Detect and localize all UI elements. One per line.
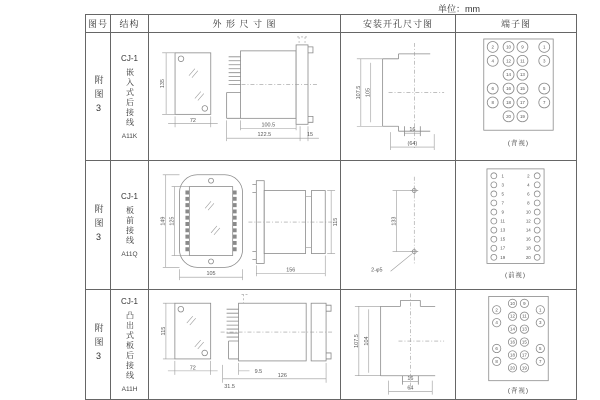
svg-text:8: 8 (494, 358, 498, 364)
svg-text:15: 15 (306, 132, 314, 139)
svg-text:11: 11 (521, 313, 527, 319)
svg-text:13: 13 (521, 326, 527, 332)
svg-text:8: 8 (526, 200, 530, 206)
svg-text:14: 14 (509, 326, 515, 332)
svg-text:11: 11 (499, 218, 505, 224)
row3-structure (111, 290, 149, 399)
row2-install-drawing (341, 161, 456, 290)
svg-text:7: 7 (538, 358, 542, 364)
header-terminal-diagram: 端子图 (456, 15, 576, 33)
svg-text:16: 16 (407, 375, 414, 382)
header-install-holes: 安装开孔尺寸图 (341, 15, 456, 33)
row3-outline-drawing (149, 290, 341, 399)
row3-outline-svg (149, 291, 340, 399)
svg-text:5: 5 (500, 191, 504, 197)
row3-terminal-svg (457, 291, 576, 399)
row1-terminal-grid (487, 41, 549, 121)
svg-text:1: 1 (500, 173, 504, 179)
svg-text:11: 11 (519, 58, 525, 64)
row3-terminal-grid (492, 299, 544, 372)
row2-code: A11Q (121, 251, 138, 258)
svg-text:5: 5 (542, 86, 546, 92)
row1-outline-svg (149, 33, 340, 160)
row2-model: CJ-1 (121, 192, 138, 201)
row1-outline-drawing (149, 33, 341, 161)
svg-text:9: 9 (522, 300, 526, 306)
svg-text:20: 20 (509, 364, 515, 370)
svg-text:16: 16 (505, 86, 511, 92)
row1-structure (111, 33, 149, 161)
svg-text:8: 8 (490, 99, 494, 105)
svg-text:7: 7 (500, 200, 504, 206)
row1-terminal-diagram (456, 33, 576, 161)
row2-structure-desc: 板前接线 (125, 206, 135, 246)
svg-text:72: 72 (189, 364, 196, 371)
svg-text:18: 18 (525, 245, 531, 251)
row2-terminal-diagram (456, 161, 576, 290)
row3-structure-desc: 凸出式板后接线 (125, 310, 135, 381)
svg-text:15: 15 (521, 339, 527, 345)
svg-text:72: 72 (189, 117, 196, 124)
svg-text:18: 18 (509, 351, 515, 357)
svg-text:15: 15 (499, 236, 505, 242)
row2-outline-svg (149, 161, 340, 289)
row2-terminal-svg (457, 161, 576, 289)
svg-text:2-φ5: 2-φ5 (371, 267, 383, 274)
row1-figure-no: 附图3 (86, 33, 111, 161)
svg-text:12: 12 (505, 58, 511, 64)
svg-text:115: 115 (160, 326, 167, 335)
svg-text:17: 17 (499, 245, 505, 251)
svg-text:107.5: 107.5 (355, 85, 362, 100)
svg-text:14: 14 (525, 227, 531, 233)
svg-text:4: 4 (490, 58, 494, 64)
svg-text:3: 3 (538, 319, 542, 325)
svg-text:17: 17 (519, 99, 525, 105)
svg-text:125: 125 (169, 216, 176, 226)
row3-terminal-diagram (456, 290, 576, 399)
svg-text:107.5: 107.5 (353, 333, 360, 348)
svg-text:1: 1 (538, 306, 542, 312)
unit-label: 单位：mm (438, 4, 480, 14)
svg-text:16: 16 (525, 236, 531, 242)
svg-text:6: 6 (490, 86, 494, 92)
row3-install-drawing (341, 290, 456, 399)
svg-text:100.5: 100.5 (261, 122, 276, 129)
svg-text:16: 16 (509, 339, 515, 345)
svg-text:5: 5 (538, 345, 542, 351)
svg-text:16: 16 (409, 127, 416, 134)
svg-text:115: 115 (333, 217, 340, 227)
svg-text:9: 9 (520, 44, 524, 50)
svg-text:4: 4 (526, 182, 530, 188)
svg-text:156: 156 (286, 267, 296, 274)
svg-text:10: 10 (509, 300, 515, 306)
svg-text:3: 3 (500, 182, 504, 188)
svg-text:104: 104 (363, 335, 370, 346)
row2-outline-drawing (149, 161, 341, 290)
svg-text:2: 2 (490, 44, 494, 50)
header-structure: 结构 (111, 15, 149, 33)
svg-text:12: 12 (509, 313, 515, 319)
svg-text:149: 149 (160, 216, 167, 226)
header-outline-dims: 外 形 尺 寸 图 (149, 15, 341, 33)
svg-text:9.5: 9.5 (254, 368, 263, 375)
svg-text:19: 19 (519, 113, 525, 119)
svg-text:126: 126 (277, 372, 287, 379)
svg-text:6: 6 (494, 345, 498, 351)
svg-text:64: 64 (407, 385, 414, 392)
svg-text:12: 12 (525, 218, 531, 224)
svg-text:17: 17 (521, 351, 527, 357)
row2-structure (111, 161, 149, 290)
svg-text:1: 1 (542, 44, 546, 50)
header-figure-no: 图号 (86, 15, 111, 33)
svg-text:7: 7 (542, 99, 546, 105)
row3-figure-no: 附图3 (86, 290, 111, 399)
svg-text:2: 2 (526, 173, 530, 179)
svg-text:(前视): (前视) (504, 272, 526, 280)
svg-text:(64): (64) (407, 141, 418, 148)
row1-code: A11K (121, 132, 138, 140)
svg-text:15: 15 (519, 86, 525, 92)
row1-model: CJ-1 (121, 53, 138, 63)
svg-text:31.5: 31.5 (224, 383, 235, 390)
svg-text:13: 13 (519, 72, 525, 78)
svg-text:3: 3 (542, 58, 546, 64)
svg-text:4: 4 (494, 319, 498, 325)
svg-text:14: 14 (505, 72, 511, 78)
svg-text:(背视): (背视) (507, 387, 529, 395)
row3-install-svg (341, 291, 455, 399)
svg-text:20: 20 (525, 254, 531, 260)
dimension-table (85, 14, 577, 400)
svg-text:10: 10 (525, 209, 531, 215)
svg-text:(背视): (背视) (507, 140, 529, 148)
row1-structure-desc: 嵌入式后接线 (125, 67, 135, 128)
svg-text:6: 6 (526, 191, 530, 197)
row2-terminal-strip (490, 173, 539, 260)
svg-text:135: 135 (160, 79, 167, 89)
row3-code: A11H (121, 385, 138, 393)
svg-text:122.5: 122.5 (257, 132, 272, 139)
svg-text:133: 133 (391, 216, 398, 226)
svg-text:13: 13 (499, 227, 505, 233)
svg-text:20: 20 (505, 113, 511, 119)
svg-text:2: 2 (494, 306, 498, 312)
row2-figure-no: 附图3 (86, 161, 111, 290)
svg-text:19: 19 (499, 254, 505, 260)
svg-text:18: 18 (505, 99, 511, 105)
svg-text:105: 105 (206, 271, 216, 278)
svg-text:10: 10 (505, 44, 511, 50)
svg-text:105: 105 (365, 87, 372, 98)
row3-model: CJ-1 (121, 296, 138, 306)
row2-install-svg (341, 161, 455, 289)
svg-text:19: 19 (521, 364, 527, 370)
row1-install-svg (341, 33, 455, 160)
row1-install-drawing (341, 33, 456, 161)
svg-text:9: 9 (500, 209, 504, 215)
row1-terminal-svg (457, 33, 576, 160)
